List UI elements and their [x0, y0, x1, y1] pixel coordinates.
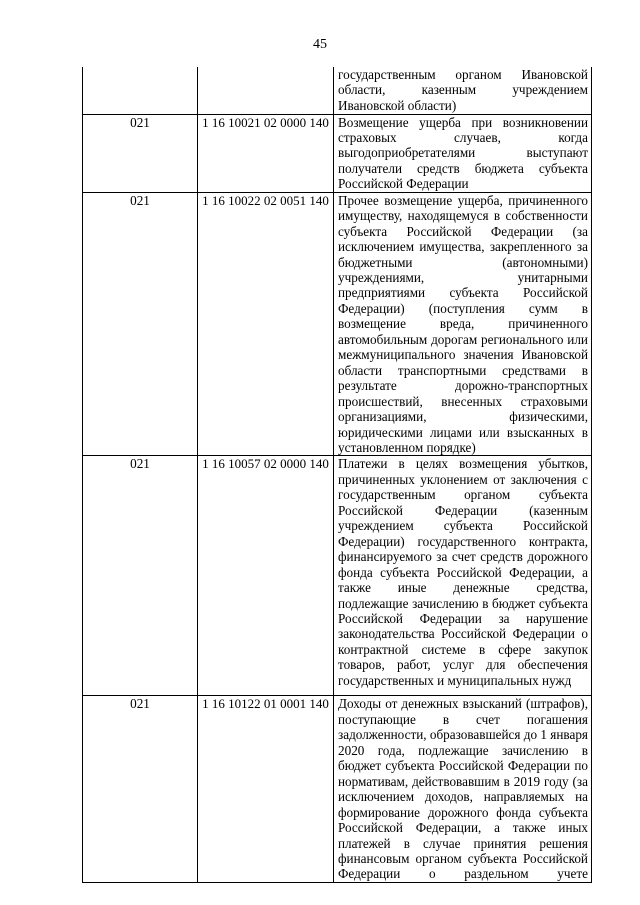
admin-code-cell	[83, 67, 198, 114]
revenue-name-text: Платежи в целях возмещения убытков, причиненных уклонением от заключения с государственным органом субъекта Российской Федерации (казенным учреждением субъекта Российской Федерации) государственного контракта, финансируемого за счет средств дорожного фонда субъекта Российской Федерации, а также иные денежные средства, подлежащие зачислению в бюджет субъекта Российской Федерации за нарушение законодательства Российской Федерации о контрактной системе в сфере закупок товаров, работ, услуг для обеспечения государственных и муниципальных нужд	[338, 456, 588, 688]
table-row	[83, 696, 592, 882]
budget-revenue-table	[82, 67, 592, 883]
table-row	[83, 114, 592, 192]
revenue-name-text: Прочее возмещение ущерба, причиненного имуществу, находящемуся в собственности субъекта Российской Федерации (за исключением имущества, закрепленного за бюджетными (автономными) учреждениями, унитарными предприятиями субъекта Российской Федерации) (поступления сумм в возмещение вреда, причиненного автомобильным дорогам регионального или межмуниципального значения Ивановской области транспортными средствами в результате дорожно-транспортных происшествий, внесенных страховыми организациями, физическими, юридическими лицами или взысканных в установленном порядке)	[338, 192, 588, 456]
revenue-name-cell	[334, 67, 592, 114]
revenue-name-text: Возмещение ущерба при возникновении страховых случаев, когда выгодоприобретателями выступают получатели средств бюджета субъекта Российской Федерации	[338, 114, 588, 192]
admin-code-cell: 021	[83, 456, 198, 696]
revenue-name-text: Доходы от денежных взысканий (штрафов), поступающие в счет погашения задолженности, образовавшейся до 1 января 2020 года, подлежащие зачислению в бюджет субъекта Российской Федерации по нормативам, действовавшим в 2019 году (за исключением доходов, направляемых на формирование дорожного фонда субъекта Российской Федерации, а также иных платежей в случае принятия решения финансовым органом субъекта Российской Федерации о раздельном учете	[338, 696, 588, 882]
budget-classification-code-cell	[198, 67, 334, 114]
budget-classification-code-cell: 1 16 10022 02 0051 140	[198, 192, 334, 456]
page-number: 45	[313, 37, 327, 52]
table-row	[83, 192, 592, 456]
admin-code-cell: 021	[83, 192, 198, 456]
revenue-name-cell	[334, 114, 592, 192]
budget-classification-code-cell: 1 16 10021 02 0000 140	[198, 114, 334, 192]
admin-code-cell: 021	[83, 114, 198, 192]
budget-classification-code-cell: 1 16 10122 01 0001 140	[198, 696, 334, 882]
revenue-name-cell	[334, 192, 592, 456]
revenue-name-cell	[334, 456, 592, 696]
table-row	[83, 67, 592, 114]
revenue-name-text: государственным органом Ивановской области, казенным учреждением Ивановской области)	[338, 67, 588, 113]
revenue-name-cell	[334, 696, 592, 882]
admin-code-cell: 021	[83, 696, 198, 882]
table-row	[83, 456, 592, 696]
budget-classification-code-cell: 1 16 10057 02 0000 140	[198, 456, 334, 696]
